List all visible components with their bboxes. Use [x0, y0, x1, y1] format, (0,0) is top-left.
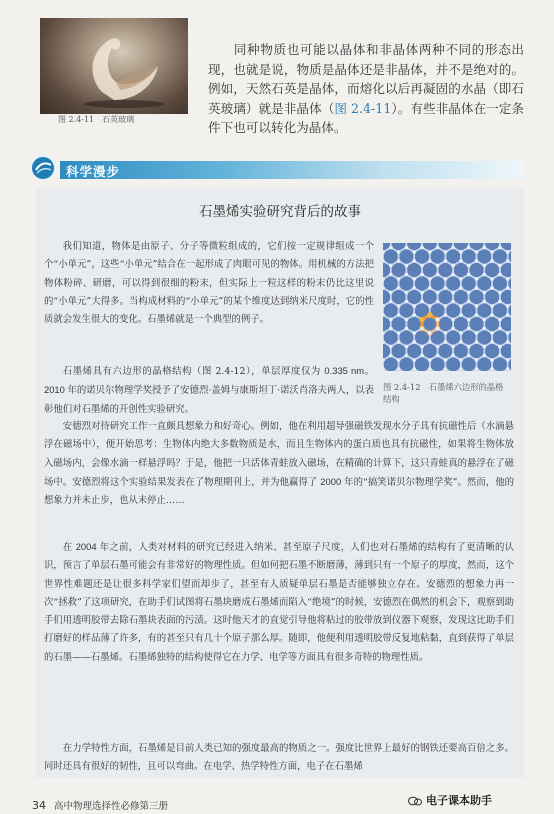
- lattice-atom: [389, 291, 393, 295]
- p2-value: 0.335 nm。2010 年: [44, 365, 375, 396]
- lattice-atom: [483, 264, 487, 268]
- lattice-atom: [451, 273, 455, 277]
- lattice-atom: [444, 250, 448, 254]
- lattice-atom: [475, 358, 479, 362]
- lattice-atom: [389, 354, 393, 358]
- lattice-atom: [498, 273, 502, 277]
- lattice-atom: [389, 345, 393, 349]
- lattice-atom: [483, 354, 487, 358]
- lattice-atom: [459, 340, 463, 344]
- lattice-atom: [389, 300, 393, 304]
- article-title: 石墨烯实验研究背后的故事: [199, 204, 361, 220]
- lattice-atom: [428, 340, 432, 344]
- lattice-atom: [436, 246, 440, 250]
- lattice-atom: [475, 304, 479, 308]
- lattice-atom: [483, 318, 487, 322]
- intro-text-a: 同种物质也可能以晶体和非晶体两种不同的形态出现，也就是说，物质是晶体还是非晶体，并不是绝对的。例如，天然石英是晶体，而熔化以后再凝固的水晶（即石英玻璃）就是非晶体（: [208, 42, 524, 116]
- lattice-atom: [451, 291, 455, 295]
- lattice-atom: [397, 304, 401, 308]
- lattice-atom: [412, 259, 416, 263]
- lattice-atom: [467, 345, 471, 349]
- article-paragraph-5: 在力学特性方面，石墨烯是目前人类已知的强度最高的物质之一。强度比世界上最好的钢铁还要高百倍之多。同时还具有很好的韧性，且可以弯曲。在电学、热学特性方面，电子在石墨烯: [44, 743, 514, 773]
- lattice-atom: [506, 259, 510, 263]
- lattice-atom: [506, 358, 510, 362]
- p4-text-b: 年之前，人类对材料的研究已经进入纳米、甚至原子尺度，人们也对石墨烯的结构有了更清晰的认识，预言了单层石墨可能会有非常好的物理性质。但如何把石墨不断磨薄，薄到只有一个原子的厚度，然而，这个世界性难题还是让很多科学家们望而却步了，甚至有人质疑单层石墨是否能够独立存在。安德烈的想象力再一次“拯救”了这项研究，在助手们试图将石墨块磨成石墨烯而陷入“绝境”的时候，安德烈在偶然的机会下，观察到助手们用透明胶带去除石墨块表面的污渍。这时他天才的直觉引导他将粘过的胶带放到仪器下观察，发现这比助手们打磨好的样品薄了许多，有的甚至只有几十个原子那么厚。随即，他便利用透明胶带反复地粘黏，直到获得了单层的石墨——石墨烯。石墨烯独特的结构使得它在力学、电学等方面具有很多奇特的物理性质。: [44, 542, 515, 663]
- lattice-atom: [444, 313, 448, 317]
- lattice-atom: [483, 327, 487, 331]
- lattice-atom: [397, 250, 401, 254]
- lattice-atom: [506, 304, 510, 308]
- lattice-atom: [498, 264, 502, 268]
- watermark: [408, 792, 492, 808]
- lattice-atom: [467, 318, 471, 322]
- lattice-atom: [428, 331, 432, 335]
- graphene-lattice-image: [383, 243, 511, 371]
- lattice-atom: [475, 250, 479, 254]
- lattice-atom: [506, 340, 510, 344]
- lattice-atom: [405, 291, 409, 295]
- lattice-atom: [459, 367, 463, 371]
- lattice-atom: [420, 345, 424, 349]
- lattice-atom: [498, 318, 502, 322]
- lattice-atom: [420, 246, 424, 250]
- lattice-atom: [506, 367, 510, 371]
- science-walk-banner: [30, 155, 524, 183]
- lattice-atom: [405, 345, 409, 349]
- lattice-atom: [444, 340, 448, 344]
- lattice-atom: [444, 367, 448, 371]
- lattice-atom: [506, 286, 510, 290]
- lattice-atom: [490, 259, 494, 263]
- lattice-atom: [483, 246, 487, 250]
- figure-caption-quartz: 图 2.4-11 石英玻璃: [58, 115, 135, 124]
- article-paragraph-2: [44, 362, 374, 419]
- lattice-atom: [420, 354, 424, 358]
- lattice-atom: [459, 277, 463, 281]
- lattice-atom: [428, 250, 432, 254]
- lattice-atom: [467, 246, 471, 250]
- lattice-atom: [436, 291, 440, 295]
- banner-title: 科学漫步: [66, 164, 121, 179]
- lattice-atom: [412, 286, 416, 290]
- lattice-atom: [490, 331, 494, 335]
- article-paragraph-4: [44, 538, 514, 667]
- lattice-atom: [475, 313, 479, 317]
- lattice-atom: [412, 358, 416, 362]
- lattice-atom: [444, 358, 448, 362]
- lattice-atom: [389, 264, 393, 268]
- wechat-icon: [408, 796, 422, 806]
- lattice-atom: [436, 318, 440, 322]
- lattice-atom: [490, 313, 494, 317]
- lattice-atom: [420, 273, 424, 277]
- lattice-atom: [451, 246, 455, 250]
- lattice-atom: [459, 304, 463, 308]
- intro-paragraph: [208, 40, 524, 138]
- lattice-atom: [490, 277, 494, 281]
- lattice-atom: [490, 340, 494, 344]
- science-walk-badge-icon: [30, 155, 56, 181]
- lattice-atom: [397, 286, 401, 290]
- swan-shape-icon: [40, 18, 188, 114]
- lattice-atom: [451, 327, 455, 331]
- page-footer: [32, 798, 168, 812]
- lattice-atom: [428, 304, 432, 308]
- lattice-atom: [420, 327, 424, 331]
- lattice-atom: [498, 327, 502, 331]
- lattice-atom: [506, 313, 510, 317]
- lattice-atom: [389, 273, 393, 277]
- lattice-atom: [451, 300, 455, 304]
- lattice-atom: [397, 277, 401, 281]
- lattice-atom: [428, 259, 432, 263]
- quartz-glass-swan-image: [40, 18, 188, 114]
- lattice-atom: [444, 304, 448, 308]
- lattice-atom: [498, 246, 502, 250]
- lattice-atom: [490, 250, 494, 254]
- lattice-atom: [475, 286, 479, 290]
- lattice-atom: [498, 354, 502, 358]
- lattice-atom: [420, 300, 424, 304]
- lattice-atom: [436, 327, 440, 331]
- lattice-atom: [444, 286, 448, 290]
- lattice-atom: [506, 277, 510, 281]
- lattice-atom: [475, 259, 479, 263]
- lattice-atom: [459, 259, 463, 263]
- lattice-atom: [459, 331, 463, 335]
- lattice-atom: [498, 291, 502, 295]
- lattice-atom: [428, 277, 432, 281]
- lattice-atom: [498, 345, 502, 349]
- lattice-atom: [412, 367, 416, 371]
- lattice-atom: [405, 318, 409, 322]
- lattice-atom: [412, 250, 416, 254]
- lattice-atom: [420, 264, 424, 268]
- p3-text-b: 年的“搞笑诺贝尔物理学奖”。然而，他的想象力并未止步，也从未停止……: [44, 476, 515, 507]
- lattice-atom: [467, 354, 471, 358]
- lattice-atom: [427, 312, 433, 318]
- intro-text-b: ）。有些非晶体在一定条件下也可以转化为晶体。: [208, 100, 525, 136]
- lattice-atom: [412, 340, 416, 344]
- lattice-atom: [412, 277, 416, 281]
- p3-text-a: 安德烈对待研究工作一直颇具想象力和好奇心。例如，他在利用超导强磁铁发现水分子具有抗磁性后（水滴悬浮在磁场中），便开始思考：生物体内绝大多数物质是水，而且生物体内的蛋白质也具有抗磁性，如果将生物体放入磁场内，会像水滴一样悬浮吗？于是，他把一只活体青蛙放入磁场，在精确的计算下，这只青蛙真的悬浮在了磁场中。安德烈将这个实验结果发表在了物理期刊上，并为他赢得了: [44, 421, 514, 488]
- lattice-atom: [451, 318, 455, 322]
- lattice-atom: [405, 273, 409, 277]
- p2-text-a: 石墨烯具有六边形的晶格结构（图 2.4-12），单层厚度仅为: [62, 366, 325, 377]
- lattice-atom: [475, 331, 479, 335]
- lattice-atom: [451, 345, 455, 349]
- figure-reference-link[interactable]: 图 2.4-11: [334, 100, 392, 116]
- lattice-atom: [436, 354, 440, 358]
- figure-caption-graphene: 图 2.4-12 石墨烯六边形的晶格结构: [383, 382, 504, 404]
- lattice-atom: [444, 259, 448, 263]
- p4-year: 2004: [75, 541, 97, 552]
- lattice-atom: [428, 286, 432, 290]
- lattice-atom: [506, 250, 510, 254]
- lattice-atom: [436, 345, 440, 349]
- lattice-atom: [498, 300, 502, 304]
- lattice-atom: [436, 264, 440, 268]
- lattice-atom: [475, 340, 479, 344]
- lattice-atom: [405, 354, 409, 358]
- lattice-atom: [389, 318, 393, 322]
- lattice-atom: [397, 358, 401, 362]
- lattice-atom: [420, 291, 424, 295]
- lattice-atom: [444, 277, 448, 281]
- lattice-atom: [397, 367, 401, 371]
- p3-year: 2000: [320, 475, 342, 487]
- lattice-atom: [506, 331, 510, 335]
- lattice-atom: [483, 291, 487, 295]
- lattice-atom: [483, 300, 487, 304]
- lattice-atom: [428, 367, 432, 371]
- lattice-atom: [475, 367, 479, 371]
- lattice-atom: [467, 291, 471, 295]
- lattice-atom: [490, 358, 494, 362]
- lattice-atom: [397, 259, 401, 263]
- lattice-atom: [397, 313, 401, 317]
- lattice-atom: [389, 327, 393, 331]
- watermark-text: 电子课本助手: [426, 794, 492, 807]
- lattice-atom: [451, 264, 455, 268]
- lattice-atom: [459, 358, 463, 362]
- lattice-atom: [490, 286, 494, 290]
- lattice-atom: [397, 340, 401, 344]
- lattice-atom: [459, 250, 463, 254]
- lattice-atom: [405, 264, 409, 268]
- lattice-atom: [467, 327, 471, 331]
- lattice-atom: [405, 327, 409, 331]
- lattice-atom: [397, 331, 401, 335]
- article-paragraph-3: [44, 418, 514, 510]
- lattice-atom: [459, 286, 463, 290]
- lattice-atom: [412, 331, 416, 335]
- lattice-atom: [419, 317, 425, 323]
- lattice-atom: [490, 304, 494, 308]
- lattice-atom: [467, 273, 471, 277]
- lattice-atom: [428, 358, 432, 362]
- lattice-atom: [436, 273, 440, 277]
- lattice-atom: [459, 313, 463, 317]
- lattice-atom: [436, 300, 440, 304]
- p4-text-a: 在: [62, 542, 76, 553]
- lattice-atom: [405, 246, 409, 250]
- lattice-atom: [389, 246, 393, 250]
- lattice-atom: [490, 367, 494, 371]
- lattice-atom: [483, 273, 487, 277]
- page-number: 34: [32, 799, 46, 812]
- p2-text-b: 的诺贝尔物理学奖授予了安德烈·盖姆与康斯坦丁·诺沃肖洛夫两人，以表彰他们对石墨烯的开创性实验研究。: [44, 385, 374, 415]
- lattice-atom: [467, 300, 471, 304]
- lattice-atom: [475, 277, 479, 281]
- lattice-atom: [444, 331, 448, 335]
- lattice-atom: [483, 345, 487, 349]
- lattice-atom: [405, 300, 409, 304]
- lattice-atom: [451, 354, 455, 358]
- lattice-atom: [467, 264, 471, 268]
- lattice-atom: [412, 313, 416, 317]
- lattice-atom: [412, 304, 416, 308]
- article-paragraph-1: 我们知道，物体是由原子、分子等微粒组成的，它们按一定规律组成一个个“小单元”，这些“小单元”结合在一起形成了肉眼可见的物体。用机械的方法把物体粉碎、研磨，可以得到很细的粉末，但实际上一粒这样的粉末仍比这里说的“小单元”大得多。当构成材料的“小单元”的某个维度达到纳米尺度时，它的性质就会发生很大的变化。石墨烯就是一个典型的例子。: [44, 241, 374, 326]
- book-title: 高中物理选择性必修第三册: [54, 801, 169, 812]
